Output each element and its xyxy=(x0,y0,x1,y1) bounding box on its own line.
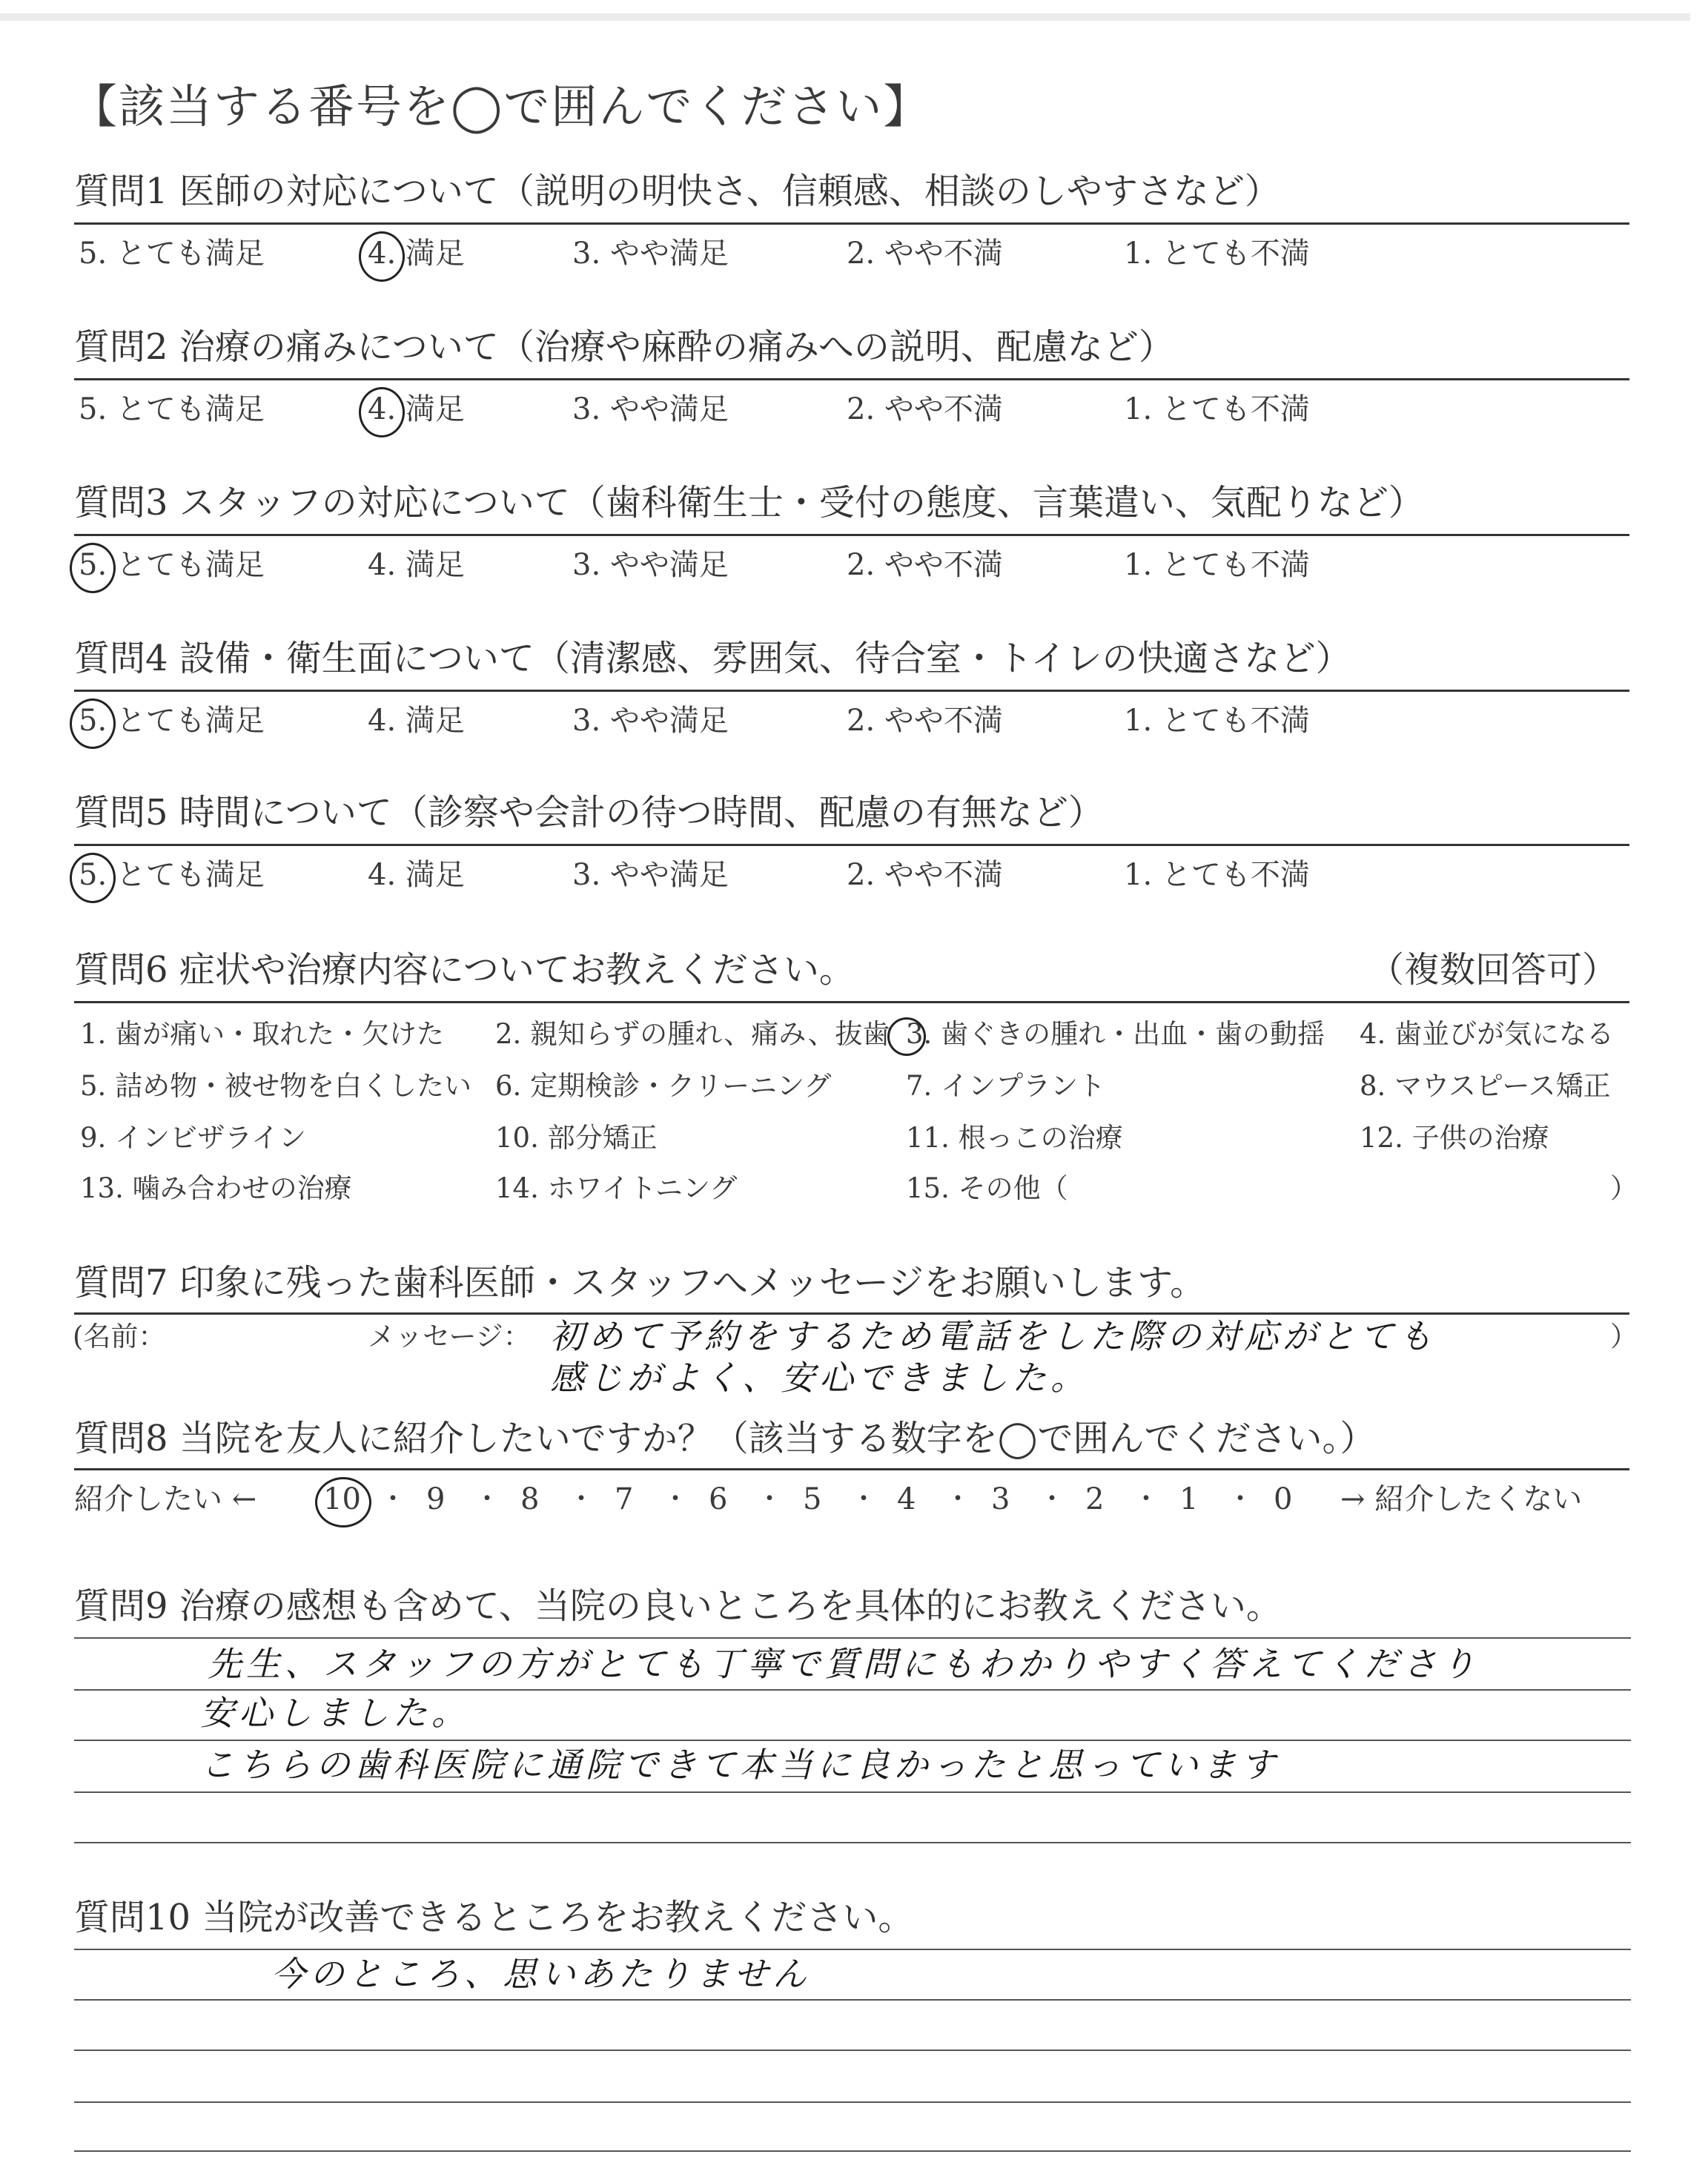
q3-option[interactable]: 3. やや満足 xyxy=(572,548,729,582)
q3-title: 質問3 スタッフの対応について（歯科衛生士・受付の態度、言葉遣い、気配りなど） xyxy=(74,482,1424,524)
q8-dot-separator: ・ xyxy=(1227,1484,1254,1514)
scan-edge xyxy=(0,13,1690,21)
q5-selection-circle xyxy=(70,853,116,903)
q6-option[interactable]: 2. 親知らずの腫れ、痛み、抜歯 xyxy=(495,1018,890,1050)
q8-scale-value[interactable]: 2 xyxy=(1085,1482,1105,1516)
q5-rule xyxy=(74,844,1629,846)
q2-option[interactable]: 5. とても満足 xyxy=(79,392,265,426)
q5-option[interactable]: 2. やや不満 xyxy=(847,858,1003,892)
q3-option[interactable]: 1. とても不満 xyxy=(1124,548,1310,582)
q8-scale-value[interactable]: 10 xyxy=(323,1482,361,1516)
q5-option[interactable]: 5. とても満足 xyxy=(79,858,265,892)
q8-dot-separator: ・ xyxy=(380,1484,407,1514)
q8-dot-separator: ・ xyxy=(568,1484,595,1514)
q1-option[interactable]: 4. 満足 xyxy=(368,237,465,271)
q10-title: 質問10 当院が改善できるところをお教えください。 xyxy=(74,1897,914,1938)
q7-message-line-1: 初めて予約をするため電話をした際の対応がとても xyxy=(550,1316,1437,1356)
q8-scale-value[interactable]: 0 xyxy=(1274,1482,1293,1516)
q10-line xyxy=(74,2050,1631,2051)
q2-option[interactable]: 4. 満足 xyxy=(368,392,465,426)
q8-selection-circle xyxy=(315,1477,371,1527)
q9-answer-line-3: こちらの歯科医院に通院できて本当に良かったと思っています xyxy=(200,1745,1280,1785)
q4-option[interactable]: 3. やや満足 xyxy=(572,704,729,738)
q8-title: 質問8 当院を友人に紹介したいですか？（該当する数字を◯で囲んでください。） xyxy=(74,1418,1376,1459)
q1-title: 質問1 医師の対応について（説明の明快さ、信頼感、相談のしやすさなど） xyxy=(74,171,1280,212)
q2-option[interactable]: 2. やや不満 xyxy=(847,392,1003,426)
q6-option[interactable]: 7. インプラント xyxy=(906,1070,1106,1102)
q7-message-label: メッセージ： xyxy=(368,1321,531,1353)
q3-selection-circle xyxy=(70,543,116,593)
q4-option[interactable]: 2. やや不満 xyxy=(847,704,1003,738)
q10-line xyxy=(74,1949,1631,1950)
q3-option[interactable]: 4. 満足 xyxy=(368,548,465,582)
q1-option[interactable]: 2. やや不満 xyxy=(847,237,1003,271)
q1-option[interactable]: 3. やや満足 xyxy=(572,237,729,271)
q6-rule xyxy=(74,1001,1629,1003)
q4-option[interactable]: 5. とても満足 xyxy=(79,704,265,738)
q6-option[interactable]: 10. 部分矯正 xyxy=(495,1122,658,1154)
q5-option[interactable]: 1. とても不満 xyxy=(1124,858,1310,892)
q8-dot-separator: ・ xyxy=(662,1484,689,1514)
q6-option[interactable]: 11. 根っこの治療 xyxy=(906,1122,1123,1154)
q9-line xyxy=(74,1637,1631,1639)
q8-dot-separator: ・ xyxy=(944,1484,972,1514)
q8-dot-separator: ・ xyxy=(756,1484,784,1514)
q8-right-label: → 紹介したくない xyxy=(1340,1482,1583,1516)
q3-option[interactable]: 5. とても満足 xyxy=(79,548,265,582)
q6-option[interactable]: 6. 定期検診・クリーニング xyxy=(495,1070,832,1102)
q9-line xyxy=(74,1791,1631,1793)
q7-close-paren: ） xyxy=(1610,1321,1638,1353)
q6-option[interactable]: 8. マウスピース矯正 xyxy=(1360,1070,1611,1102)
form-header: 【該当する番号を◯で囲んでください】 xyxy=(71,79,931,133)
q8-rule xyxy=(74,1468,1629,1470)
q8-dot-separator: ・ xyxy=(850,1484,878,1514)
q1-rule xyxy=(74,222,1629,225)
q8-scale-value[interactable]: 5 xyxy=(803,1482,822,1516)
q6-option[interactable]: 14. ホワイトニング xyxy=(495,1172,738,1204)
q2-option[interactable]: 1. とても不満 xyxy=(1124,392,1310,426)
q6-option[interactable]: 9. インビザライン xyxy=(80,1122,306,1154)
q10-answer-line-1: 今のところ、思いあたりません xyxy=(271,1954,811,1994)
q8-scale-value[interactable]: 1 xyxy=(1179,1482,1199,1516)
q5-title: 質問5 時間について（診察や会計の待つ時間、配慮の有無など） xyxy=(74,792,1104,833)
q8-dot-separator: ・ xyxy=(1039,1484,1066,1514)
q6-option[interactable]: 1. 歯が痛い・取れた・欠けた xyxy=(80,1018,445,1050)
q8-dot-separator: ・ xyxy=(474,1484,501,1514)
q4-selection-circle xyxy=(70,698,116,749)
q6-option[interactable]: 3. 歯ぐきの腫れ・出血・歯の動揺 xyxy=(906,1018,1325,1050)
q3-option[interactable]: 2. やや不満 xyxy=(847,548,1003,582)
q5-option[interactable]: 4. 満足 xyxy=(368,858,465,892)
q8-dot-separator: ・ xyxy=(1133,1484,1160,1514)
q9-answer-line-1: 先生、スタッフの方がとても丁寧で質問にもわかりやすく答えてくださり xyxy=(208,1644,1480,1684)
q2-selection-circle xyxy=(359,387,405,437)
q4-rule xyxy=(74,690,1629,692)
q9-answer-line-2: 安心しました。 xyxy=(200,1693,470,1733)
q6-note: （複数回答可） xyxy=(1368,949,1618,991)
q1-selection-circle xyxy=(359,231,405,282)
q4-option[interactable]: 4. 満足 xyxy=(368,704,465,738)
q7-message-line-2: 感じがよく、安心できました。 xyxy=(550,1358,1090,1398)
q8-scale-value[interactable]: 4 xyxy=(897,1482,916,1516)
q7-name-label: (名前： xyxy=(73,1321,166,1353)
q7-title: 質問7 印象に残った歯科医師・スタッフへメッセージをお願いします。 xyxy=(74,1262,1206,1304)
q6-option[interactable]: 12. 子供の治療 xyxy=(1360,1122,1549,1154)
q9-title: 質問9 治療の感想も含めて、当院の良いところを具体的にお教えください。 xyxy=(74,1585,1282,1627)
q10-line xyxy=(74,1999,1631,2001)
q6-title: 質問6 症状や治療内容についてお教えください。 xyxy=(74,949,855,991)
q10-line xyxy=(74,2150,1631,2152)
q2-title: 質問2 治療の痛みについて（治療や麻酔の痛みへの説明、配慮など） xyxy=(74,326,1174,368)
q4-title: 質問4 設備・衛生面について（清潔感、雰囲気、待合室・トイレの快適さなど） xyxy=(74,638,1351,679)
q6-option[interactable]: 13. 噛み合わせの治療 xyxy=(80,1172,352,1204)
q9-line xyxy=(74,1842,1631,1843)
q2-option[interactable]: 3. やや満足 xyxy=(572,392,729,426)
q6-option[interactable]: 15. その他（ xyxy=(906,1172,1068,1204)
q6-selection-circle xyxy=(887,1017,926,1056)
q9-line xyxy=(74,1740,1631,1741)
q2-rule xyxy=(74,378,1629,380)
q6-option[interactable]: 4. 歯並びが気になる xyxy=(1360,1018,1615,1050)
q5-option[interactable]: 3. やや満足 xyxy=(572,858,729,892)
q6-other-close: ） xyxy=(1610,1172,1638,1204)
q6-option[interactable]: 5. 詰め物・被せ物を白くしたい xyxy=(80,1070,472,1102)
q1-option[interactable]: 1. とても不満 xyxy=(1124,237,1310,271)
q8-left-label: 紹介したい ← xyxy=(74,1482,257,1516)
q4-option[interactable]: 1. とても不満 xyxy=(1124,704,1310,738)
q8-scale-value[interactable]: 9 xyxy=(426,1482,446,1516)
q10-line xyxy=(74,2101,1631,2103)
q8-scale-value[interactable]: 8 xyxy=(520,1482,540,1516)
q1-option[interactable]: 5. とても満足 xyxy=(79,237,265,271)
q8-scale-value[interactable]: 6 xyxy=(709,1482,728,1516)
q3-rule xyxy=(74,534,1629,536)
q8-scale-value[interactable]: 3 xyxy=(991,1482,1010,1516)
q8-scale-value[interactable]: 7 xyxy=(615,1482,634,1516)
